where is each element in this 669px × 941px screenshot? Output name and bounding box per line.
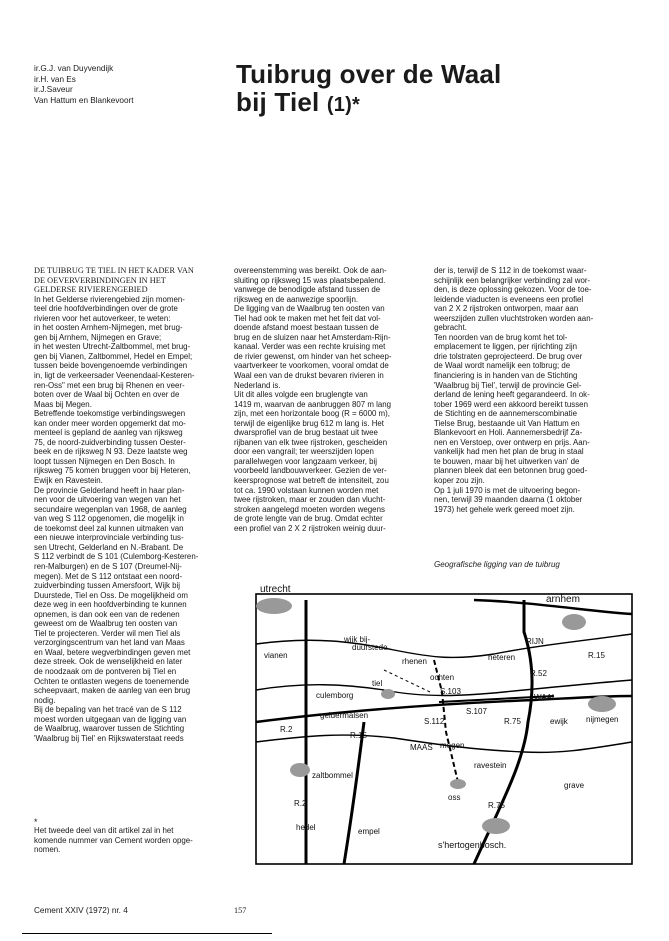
text-line: Tiel te projecteren. Verder wil men Tiel als (34, 628, 181, 638)
text-line: loopt tussen Nijmegen en Den Bosch. In (34, 456, 175, 466)
label-vianen: vianen (264, 651, 288, 660)
text-line: Nederland is. (234, 380, 281, 390)
text-line: derland de lening heeft gegarandeerd. In ok- (434, 390, 590, 400)
label-maas: MAAS (410, 743, 433, 752)
footnote-ref: (1)* (326, 94, 360, 116)
column-1-body (34, 295, 224, 744)
label-r75-south: R.75 (488, 801, 505, 810)
label-tiel: tiel (372, 679, 383, 688)
column-1 (34, 266, 224, 743)
text-line: emplacement te liggen, per rijrichting zijn (434, 342, 577, 352)
text-line: ren-Malburgen) en de S 107 (Dreumel-Nij- (34, 561, 182, 571)
footnote-line: nomen. (34, 845, 61, 855)
label-rhenen: rhenen (402, 657, 427, 666)
section-heading (34, 266, 224, 295)
text-line: ren-Oss" met een brug bij Rhenen en veer- (34, 380, 185, 390)
label-empel: empel (358, 827, 380, 836)
text-line: scheepvaart, maken de aanleg van een brug (34, 686, 191, 696)
text-line: koper zou zijn. (434, 476, 485, 486)
text-line: Uit dit alles volgde een bruglengte van (234, 390, 368, 400)
text-line: 75, de noord-zuidverbinding tussen Oester- (34, 437, 186, 447)
author-affiliation: Van Hattum en Blankevoort (34, 95, 134, 105)
text-line: de rivier gewenst, om hinder van het scheep- (234, 351, 392, 361)
text-line: tussen beide bovengenoemde verbindingen (34, 361, 188, 371)
text-line: rijksweg 75 komen bruggen voor bij Heteren, (34, 466, 191, 476)
text-line: de Waal wordt namelijk een tolbrug; de (434, 361, 571, 371)
text-line: schijnlijk een belangrijker verbinding zal wor- (434, 275, 591, 285)
text-line: Ten noorden van de brug komt het tol- (434, 332, 568, 342)
text-line: Waal een van de drukst bevaren rivieren in (234, 371, 384, 381)
label-ochten: ochten (430, 673, 455, 682)
text-line: rijksweg en de aanwezige spoorlijn. (234, 294, 359, 304)
text-line: Bij de bepaling van het tracé van de S 112 (34, 705, 182, 715)
column-3 (434, 266, 624, 514)
author-3: ir.J.Saveur (34, 85, 73, 95)
text-line: de noodzaak om de pontveren bij Tiel en (34, 666, 177, 676)
article-title (236, 60, 501, 119)
text-line: leidende viaducten is eveneens een profiel (434, 294, 584, 304)
author-list (34, 64, 134, 106)
road-r15 (344, 722, 364, 864)
text-line: parallelwegen voor langzaam verkeer, bij (234, 456, 377, 466)
bottom-rule (22, 933, 272, 934)
text-line: deze streek. Ook de wenselijkheid en later (34, 657, 183, 667)
text-line: overeenstemming was bereikt. Ook de aan- (234, 266, 387, 275)
title-line-1: Tuibrug over de Waal (236, 59, 502, 89)
label-hedel: hedel (296, 823, 316, 832)
footnote (34, 826, 224, 855)
text-line: rivieren voor het autoverkeer, te weten: (34, 313, 171, 323)
text-line: twee rijstroken, maar er zouden dan vlucht- (234, 495, 386, 505)
journal-reference: Cement XXIV (1972) nr. 4 (34, 906, 128, 915)
title-line-2-text: bij Tiel (236, 87, 320, 117)
footnote-line: Het tweede deel van dit artikel zal in het (34, 826, 174, 835)
text-line: een profiel van 2 X 2 rijstroken weinig duur- (234, 523, 386, 533)
heading-line: GELDERSE RIVIERENGEBIED (34, 285, 148, 295)
text-line: beek en de rijksweg N 93. Deze laatste weg (34, 447, 188, 457)
city-nijmegen (588, 696, 616, 712)
text-line: 1419 m, waarvan de aanbruggen 807 m lang (234, 399, 392, 409)
text-line: moest worden uitgegaan van de ligging van (34, 714, 187, 724)
city-utrecht (256, 598, 292, 614)
text-line: Tielse Brug, bestaande uit Van Hattum en (434, 418, 580, 428)
text-line: nen en Verstoep, over ontwerp en prijs. Aan- (434, 437, 590, 447)
heading-line: DE TUIBRUG TE TIEL IN HET KADER VAN (34, 266, 194, 275)
label-zaltbommel: zaltbommel (312, 771, 353, 780)
label-shertogenbosch: s'hertogenbosch. (438, 840, 507, 850)
footnote-separator (34, 812, 224, 813)
label-grave: grave (564, 781, 585, 790)
text-line: secundaire wegenplan van 1968, de aanleg (34, 504, 187, 514)
city-shertogenbosch (482, 818, 510, 834)
text-line: megen). Met de S 112 ontstaat een noord- (34, 571, 183, 581)
text-line: den, is deze oplossing gekozen. Voor de toe- (434, 285, 592, 295)
page-number: 157 (234, 906, 247, 915)
text-line: verzorgingscentrum van het land van Maas (34, 638, 185, 648)
city-arnhem (562, 614, 586, 630)
text-line: zuidverbinding tussen Amersfoort, Wijk bij (34, 581, 181, 591)
title-line-2 (236, 88, 501, 119)
text-line: terwijl de eigenlijke brug 612 m lang is. Het (234, 418, 384, 428)
text-line: gen bij Vianen, Zaltbommel, Hedel en Empel; (34, 351, 193, 361)
text-line: De provincie Gelderland heeft in haar plan- (34, 485, 185, 495)
text-line: stroken aangelegd moeten worden wegens (234, 504, 385, 514)
river-rijn (256, 634, 632, 657)
text-line: vanwege de benodigde afstand tussen de (234, 285, 381, 295)
text-line: teel drie hoofdverbindingen over de grote (34, 304, 178, 314)
text-line: weerszijden zullen vluchtstroken worden aan- (434, 313, 594, 323)
column-3-body (434, 266, 624, 514)
label-r75-north: R.75 (504, 717, 521, 726)
text-line: kanaal. Verder was een rechte kruising met (234, 342, 386, 352)
label-arnhem: arnhem (546, 594, 580, 605)
text-line: rijbanen van elk twee rijstroken, gescheiden (234, 437, 388, 447)
text-line: gen bij Arnhem, Nijmegen en Grave; (34, 332, 162, 342)
text-line: der is, terwijl de S 112 in de toekomst waar- (434, 266, 587, 275)
label-culemborg: culemborg (316, 691, 354, 700)
text-line: Blankevoort en Holi. Aannemersbedrijf Za- (434, 428, 583, 438)
text-line: 1973) het gehele werk gereed moet zijn. (434, 504, 575, 514)
author-1: ir.G.J. van Duyvendijk (34, 64, 114, 73)
footnote-line: komende nummer van Cement worden opge- (34, 835, 193, 845)
label-heteren: heteren (488, 653, 516, 662)
label-ewijk: ewijk (550, 717, 568, 726)
text-line: vaartverkeer te voorkomen, vooral omdat de (234, 361, 389, 371)
text-line: vankelijk had men het plan de brug in staal (434, 447, 584, 457)
text-line: Tiel had ook te maken met het feit dat vol- (234, 313, 381, 323)
label-r2-south: R.2 (294, 799, 307, 808)
text-line: zijn, met een horizontale boog (R = 6000 m), (234, 409, 390, 419)
city-oss (450, 779, 466, 789)
text-line: voorbeeld landbouwverkeer. Gezien de ver- (234, 466, 387, 476)
text-line: en Waal, betere wegverbindingen geven met (34, 647, 191, 657)
text-line: in het oosten Arnhem-Nijmegen, met brug- (34, 323, 183, 333)
label-duurstede: duurstede (352, 643, 388, 652)
text-line: boten over de Waal bij Ochten en over de (34, 390, 180, 400)
text-line: van weg S 112 opgenomen, die mogelijk in (34, 514, 184, 524)
column-2 (234, 266, 424, 533)
text-line: 'Waalbrug bij Tiel' en Rijkswaterstaat reeds (34, 733, 184, 743)
text-line: Maas bij Megen. (34, 399, 92, 409)
text-line: keersprognose wat betreft de intensiteit, zou (234, 476, 389, 486)
label-oss: oss (448, 793, 461, 802)
location-map (234, 572, 634, 884)
text-line: menteel is gepland de aanleg van rijksweg (34, 428, 183, 438)
text-line: Duurstede, Tiel en Oss. De mogelijkheid om (34, 590, 188, 600)
text-line: Op 1 juli 1970 is met de uitvoering begon- (434, 485, 581, 495)
heading-line: DE OEVERVERBINDINGEN IN HET (34, 275, 166, 285)
label-wijk: wijk bij- (344, 635, 371, 644)
text-line: brug en de sluizen naar het Amsterdam-Rijn- (234, 332, 391, 342)
text-line: in het westen Utrecht-Zaltbommel, met brug- (34, 342, 191, 352)
text-line: nen voor de uitvoering van wegen van het (34, 495, 181, 505)
label-r15: R.15 (350, 731, 367, 740)
text-line: kan onder meer worden opgemerkt dat mo- (34, 418, 186, 428)
city-tiel (381, 689, 395, 699)
map-caption: Geografische ligging van de tuibrug (434, 560, 560, 569)
label-waal: WAAL (534, 693, 557, 702)
label-s112: S.112 (424, 717, 445, 726)
text-line: te bouwen, maar bij het uitwerken van' de (434, 456, 580, 466)
text-line: van 2 X 2 rijstroken ontworpen, maar aan (434, 304, 579, 314)
text-line: doende afstand moest bestaan tussen de (234, 323, 379, 333)
text-line: geweest om de Waalbrug ten oosten van (34, 619, 178, 629)
text-line: de toekomst deel zal kunnen uitmaken van (34, 523, 184, 533)
road-s103 (384, 670, 430, 692)
text-line: nodig. (34, 695, 56, 705)
text-line: door een vangrail; ter weerszijden lopen (234, 447, 374, 457)
city-zaltbommel (290, 763, 310, 777)
label-r2-north: R.2 (280, 725, 293, 734)
label-r52: R.52 (530, 669, 547, 678)
text-line: financiering is in handen van de Stichting (434, 371, 578, 381)
text-line: de Waalbrug, waarover tussen de Stichting (34, 724, 185, 734)
label-ravestein: ravestein (474, 761, 507, 770)
text-line: tot ca. 1990 volstaan kunnen worden met (234, 485, 379, 495)
label-utrecht: utrecht (260, 584, 291, 595)
label-nijmegen: nijmegen (586, 715, 619, 724)
text-line: drie tolstraten geprojecteerd. De brug over (434, 351, 583, 361)
text-line: Betreffende toekomstige verbindingswegen (34, 409, 186, 419)
author-2: ir.H. van Es (34, 74, 76, 84)
text-line: in, ligt de verkeersader Veenendaal-Kesteren- (34, 371, 195, 381)
text-line: Ochten te ontlasten wegens de toenemende (34, 676, 189, 686)
text-line: deze weg in een hoofdverbinding te kunnen (34, 600, 187, 610)
label-megen: megen (440, 741, 465, 750)
label-s107: S.107 (466, 707, 487, 716)
text-line: In het Gelderse rivierengebied zijn momen- (34, 294, 185, 304)
text-line: de Stichting en de aannemerscombinatie (434, 409, 577, 419)
text-line: De ligging van de Waalbrug ten oosten van (234, 304, 385, 314)
text-line: opnemen, is dan ook een van de redenen (34, 609, 180, 619)
text-line: S 112 verbindt de S 101 (Culemborg-Kesteren- (34, 552, 199, 562)
text-line: tober 1969 werd een akkoord bereikt tussen (434, 399, 588, 409)
label-geldermalsen: geldermalsen (320, 711, 369, 720)
text-line: sen Utrecht, Gelderland en N.-Brabant. De (34, 542, 184, 552)
text-line: sluiting op rijksweg 15 was plaatsbepalend. (234, 275, 386, 285)
label-r15-ne: R.15 (588, 651, 605, 660)
text-line: 'Waalbrug bij Tiel', terwijl de provincie Gel- (434, 380, 582, 390)
column-2-body (234, 266, 424, 533)
text-line: plannen bleek dat een betonnen brug goed- (434, 466, 588, 476)
text-line: nen, terwijl 39 maanden daarna (1 oktober (434, 495, 583, 505)
text-line: dwarsprofiel van de brug bestaat uit twee (234, 428, 378, 438)
text-line: gebracht. (434, 323, 467, 333)
text-line: de grote lengte van de brug. Omdat echter (234, 514, 383, 524)
label-s103: S.103 (440, 687, 461, 696)
footnote-marker: * (34, 817, 38, 827)
text-line: een nieuwe interprovinciale verbinding tus- (34, 533, 184, 543)
text-line: Ewijk en Ravestein. (34, 476, 103, 486)
label-rijn: RIJN (526, 637, 544, 646)
